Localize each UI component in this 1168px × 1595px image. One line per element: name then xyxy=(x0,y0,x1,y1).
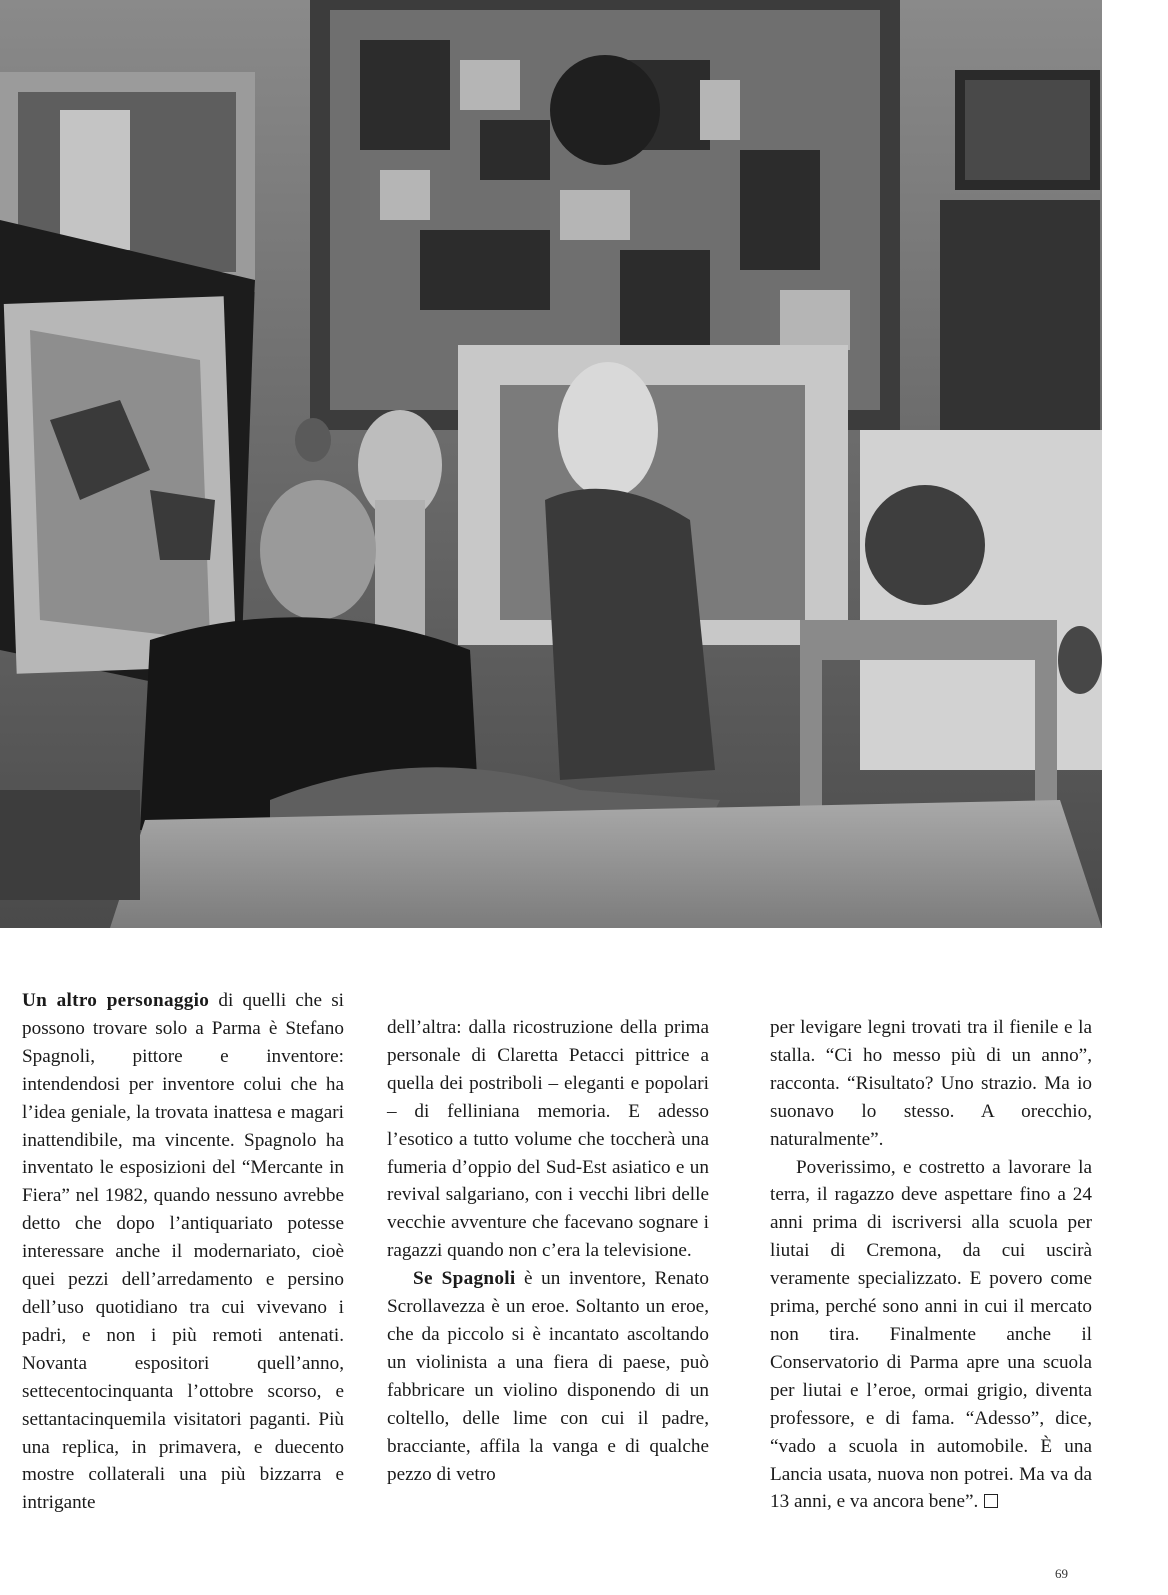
paragraph xyxy=(387,1265,709,1488)
paragraph: per levigare legni trovati tra il fienile e la stalla. “Ci ho messo più di un anno”, racconta. “Risultato? Uno strazio. Ma io suonavo lo stesso. A orecchio, naturalmente”. xyxy=(770,1017,1092,1150)
article-column-1 xyxy=(22,987,344,1517)
article-column-2 xyxy=(387,1014,709,1488)
paragraph-text: Poverissimo, e costretto a lavorare la terra, il ragazzo deve aspettare fino a 24 anni prima di iscriversi alla scuola per liutai di Cremona, da cui uscirà veramente specializzato. E povero come prima, perché sono anni in cui il mercato non tira. Finalmente anche il Conservatorio di Parma apre una scuola per liutai e l’eroe, ormai grigio, diventa professore, e di fama. “Adesso”, dice, “vado a scuola in automobile. È una Lancia usata, nuova non potrei. Ma va da 13 anni, e va ancora bene”. xyxy=(770,1156,1092,1513)
paragraph xyxy=(22,987,344,1517)
paragraph: dell’altra: dalla ricostruzione della prima personale di Claretta Petacci pittrice a quella dei postriboli – eleganti e popolari – di felliniana memoria. E adesso l’esotico a tutto volume che toccherà una fumeria d’oppio del Sud-Est asiatico e un revival salgariano, con i vecchi libri delle vecchie avventure che facevano sognare i ragazzi quando non c’era la televisione. xyxy=(387,1017,709,1262)
lead-in: Se Spagnoli xyxy=(413,1268,516,1290)
paragraph xyxy=(770,1154,1092,1517)
end-mark-icon xyxy=(984,1494,998,1508)
article-column-3 xyxy=(770,1014,1092,1516)
page-number: 69 xyxy=(1055,1566,1068,1581)
paragraph-text: è un inventore, Renato Scrollavezza è un eroe. Soltanto un eroe, che da piccolo si è incantato ascoltando un violinista a una fiera di paese, può fabbricare un violino disponendo di un coltello, delle lime con cui il padre, bracciante, affila la vanga e di qualche pezzo di vetro xyxy=(387,1268,709,1485)
paragraph-text: di quelli che si possono trovare solo a Parma è Stefano Spagnoli, pittore e inventore: intendendosi per inventore colui che ha l’idea geniale, la trovata inattesa e magari inattendibile, ma vincente. Spagnolo ha inventato le esposizioni del “Mercante in Fiera” nel 1982, quando nessuno avrebbe detto che dopo l’antiquariato potesse interessare anche il modernariato, cioè quei pezzi dell’arredamento e persino dell’uso quotidiano tra cui vivevano i padri, e non i più remoti antenati. Novanta espositori quell’anno, settecentocinquanta l’ottobre scorso, e settantacinquemila visitatori paganti. Più una replica, in primavera, e duecento mostre collaterali una più bizzarra e intrigante xyxy=(22,990,345,1514)
lead-in: Un altro personaggio xyxy=(22,990,210,1011)
